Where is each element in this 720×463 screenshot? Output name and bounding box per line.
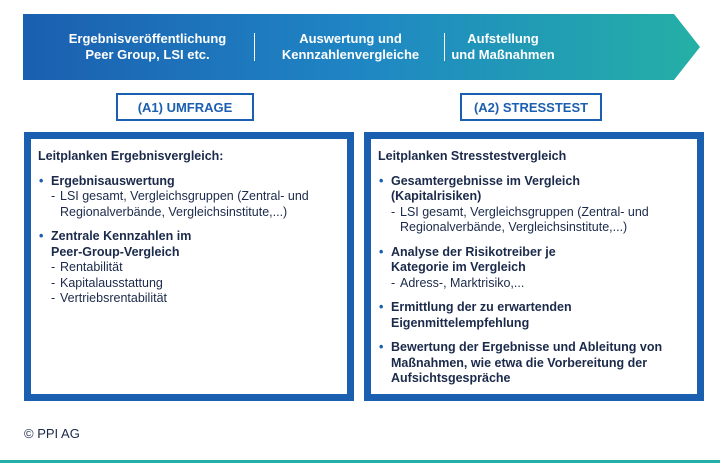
copyright-text: © PPI AG [24,426,80,441]
box-a2-item [378,340,690,387]
box-a2-subitem: - Adress-, Marktrisiko,... [391,276,690,292]
tab-umfrage: (A1) UMFRAGE [116,93,254,121]
phase-separator-1 [254,33,255,61]
box-a2-item-label: • Analyse der Risikotreiber je Kategorie im Vergleich [391,244,556,274]
box-a1-item-label: • Ergebnisauswertung [51,173,175,188]
phase-label-2: Auswertung und Kennzahlenvergleiche [281,31,420,62]
box-stresstestvergleich [364,132,704,401]
box-a1-subitem: - Kapitalausstattung [51,276,340,292]
box-a1-title: Leitplanken Ergebnisvergleich: [38,149,224,163]
box-a2-subitem: - LSI gesamt, Vergleichsgruppen (Zentral- und Regionalverbände, Vergleichsinstitute,...) [391,205,690,236]
box-ergebnisvergleich [24,132,354,401]
box-a2-title: Leitplanken Stresstestvergleich [378,149,567,163]
box-a2-item-label: • Ermittlung der zu erwartenden Eigenmittelempfehlung [391,300,572,330]
box-a1-subitem: - Vertriebsrentabilität [51,291,340,307]
box-a1-subitem: - Rentabilität [51,260,340,276]
box-a1-item [38,229,340,307]
box-a2-item-label: • Bewertung der Ergebnisse und Ableitung von Maßnahmen, wie etwa die Vorbereitung der Aufsichtsgespräche [391,340,663,385]
box-a2-item [378,245,690,292]
box-a1-subitem: - LSI gesamt, Vergleichsgruppen (Zentral- und Regionalverbände, Vergleichsinstitute,...) [51,189,340,220]
phase-separator-2 [444,33,445,61]
box-a1-item [38,174,340,221]
box-a1-item-label: • Zentrale Kennzahlen im Peer-Group-Vergleich [51,229,192,259]
box-a2-item [378,174,690,236]
tab-stresstest: (A2) STRESSTEST [460,93,602,121]
box-a2-item [378,300,690,331]
box-a2-item-label: • Gesamtergebnisse im Vergleich (Kapitalrisiken) [391,173,580,203]
phase-label-1: Ergebnisveröffentlichung Peer Group, LSI etc. [68,31,227,62]
phase-label-3: Aufstellung und Maßnahmen [451,31,555,62]
